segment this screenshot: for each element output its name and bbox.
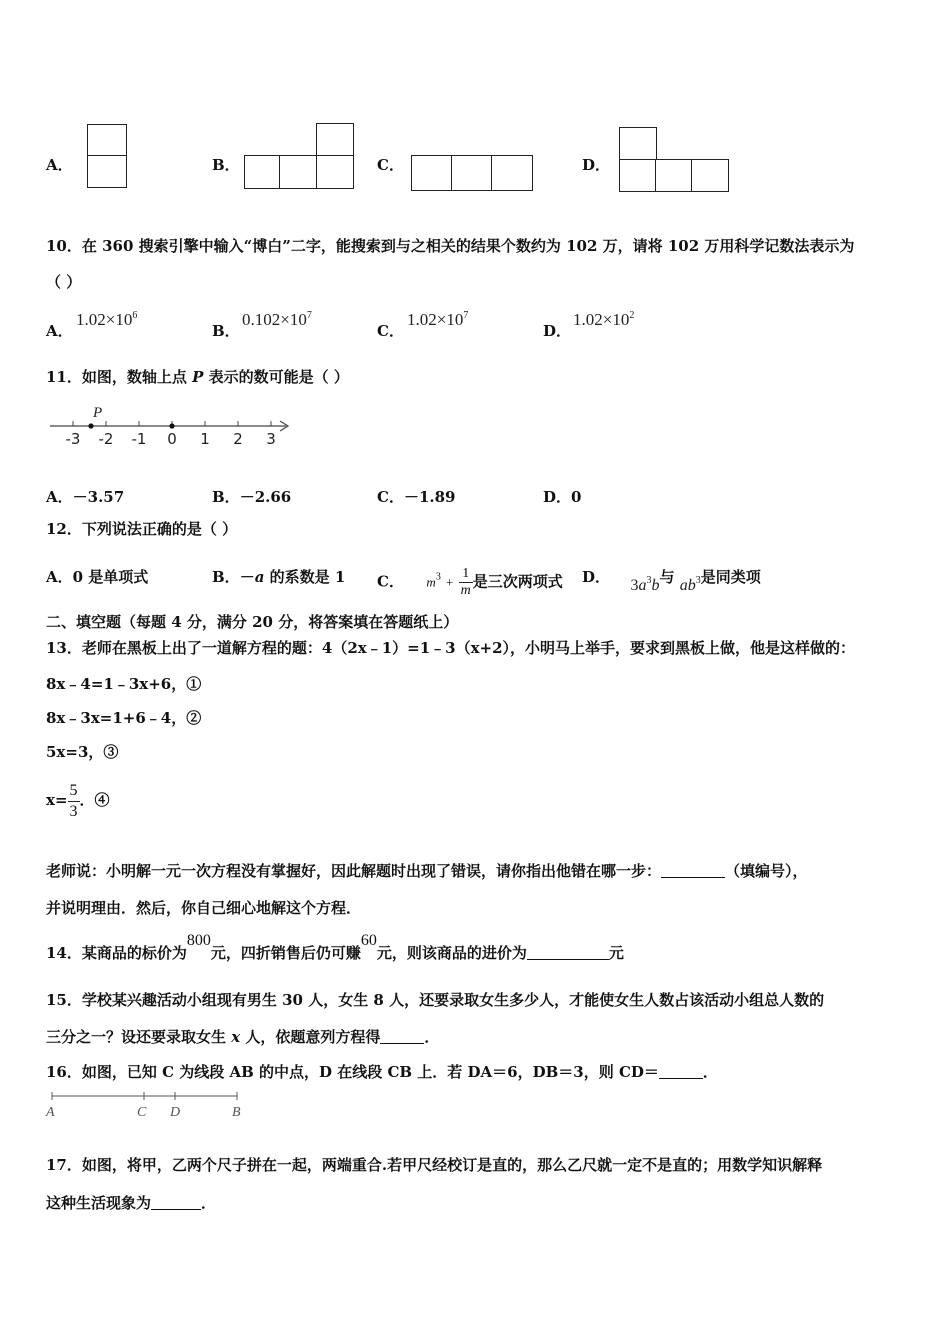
axis-tick-label: 3	[266, 430, 276, 448]
option-label: D．	[543, 322, 572, 340]
axis-tick-label: -3	[65, 430, 81, 448]
q12-options	[46, 558, 926, 598]
point-p-label: P	[93, 405, 103, 421]
option-label: D．	[582, 156, 611, 174]
section-title: 二、填空题（每题 4 分，满分 20 分，将答案填在答题纸上）	[46, 613, 459, 631]
figure-square	[244, 155, 281, 189]
answer-blank[interactable]	[661, 863, 725, 878]
q13-step1: 8x﹣4=1﹣3x+6，①	[46, 675, 202, 693]
option-label: B．	[212, 322, 240, 340]
axis-tick-label: -2	[98, 430, 114, 448]
point-label-b: B	[232, 1105, 241, 1120]
q13-teacher-line1: 老师说：小明解一元一次方程没有掌握好，因此解题时出现了错误，请你指出他错在哪一步： （填编号），	[46, 862, 808, 880]
option-expression: $1.02\times 10^7$	[407, 310, 469, 329]
q13-step2: 8x﹣3x=1+6﹣4，②	[46, 709, 202, 727]
option-expression: $0.102\times 10^7$	[242, 310, 312, 329]
option-label: C．	[377, 156, 404, 174]
q17-line1: 17．如图，将甲，乙两个尺子拼在一起，两端重合.若甲尺经校订是直的，那么乙尺就一定不是直的；用数学知识解释	[46, 1156, 823, 1174]
q12-option-a: A．0 是单项式	[46, 568, 149, 586]
q10-stem-line1: 10．在 360 搜索引擎中输入“博白”二字，能搜索到与之相关的结果个数约为 102 万，请将 102 万用科学记数法表示为	[46, 237, 855, 255]
q12-stem: 12．下列说法正确的是（ ）	[46, 520, 238, 538]
figure-square	[411, 155, 453, 191]
option-label: A．	[46, 322, 73, 340]
axis-tick-label: 2	[233, 430, 243, 448]
segment-figure	[44, 1090, 264, 1126]
origin-point	[169, 423, 174, 428]
q13-step4: x= $\frac{5}{3}$ ．④	[46, 781, 110, 820]
figure-square	[316, 123, 354, 157]
q11-stem: 11．如图，数轴上点 P 表示的数可能是（ ）	[46, 368, 349, 386]
q11-option-c: C．－1.89	[377, 488, 456, 506]
figure-square	[451, 155, 493, 191]
answer-blank[interactable]	[659, 1064, 703, 1079]
q14-stem: 14．某商品的标价为800元，四折销售后仍可赚60元，则该商品的进价为 元	[46, 932, 624, 962]
q11-option-a: A．－3.57	[46, 488, 125, 506]
figure-square	[491, 155, 533, 191]
q12-option-d: D． $3a^3b$与 $ab^3$是同类项	[582, 568, 761, 594]
q13-teacher-line2: 并说明理由．然后，你自己细心地解这个方程．	[46, 899, 362, 917]
q11-option-b: B．－2.66	[212, 488, 292, 506]
q15-line1: 15．学校某兴趣活动小组现有男生 30 人，女生 8 人，还要录取女生多少人，才能使女生人数占该活动小组总人数的	[46, 991, 825, 1009]
figure-square	[619, 159, 657, 192]
q13-step3: 5x=3，③	[46, 743, 119, 761]
figure-square	[691, 159, 729, 192]
figure-square	[619, 127, 657, 161]
axis-tick-label: 0	[167, 430, 177, 448]
axis-tick-label: -1	[131, 430, 147, 448]
q10-stem-line2: （ ）	[46, 273, 82, 291]
point-p	[88, 423, 93, 428]
option-expression: $1.02\times 10^2$	[573, 310, 635, 329]
q13-stem: 13．老师在黑板上出了一道解方程的题：4（2x﹣1）=1﹣3（x+2），小明马上举手，要求到黑板上做，他是这样做的：	[46, 639, 856, 657]
figure-square	[87, 124, 127, 157]
q12-option-c: C． $m^3$ + $\frac{1}{m}$ 是三次两项式	[377, 566, 563, 598]
q16-stem: 16．如图，已知 C 为线段 AB 的中点，D 在线段 CB 上．若 DA＝6，DB＝3，则 CD＝ ．	[46, 1063, 718, 1081]
figure-square	[655, 159, 693, 192]
option-label: B．	[212, 156, 240, 174]
option-label: A．	[46, 156, 73, 174]
answer-blank[interactable]	[527, 945, 609, 960]
axis-tick-label: 1	[200, 430, 210, 448]
fraction: $\frac{5}{3}$	[69, 781, 78, 820]
q15-line2: 三分之一？设还要录取女生 x 人，依题意列方程得 ．	[46, 1028, 440, 1046]
answer-blank[interactable]	[151, 1195, 201, 1210]
fraction: $\frac{1}{m}$	[460, 566, 471, 598]
point-label-d: D	[170, 1105, 181, 1120]
figure-square	[316, 155, 354, 189]
answer-blank[interactable]	[380, 1029, 424, 1044]
q11-option-d: D．0	[543, 488, 582, 506]
option-label: C．	[377, 322, 404, 340]
point-label-c: C	[137, 1105, 147, 1120]
q12-option-b: B．－a 的系数是 1	[212, 568, 346, 586]
q17-line2: 这种生活现象为 ．	[46, 1194, 217, 1212]
number-line-figure	[46, 400, 296, 450]
figure-square	[279, 155, 318, 189]
point-label-a: A	[46, 1105, 55, 1120]
option-expression: $1.02\times 10^6$	[76, 310, 138, 329]
figure-square	[87, 155, 127, 188]
